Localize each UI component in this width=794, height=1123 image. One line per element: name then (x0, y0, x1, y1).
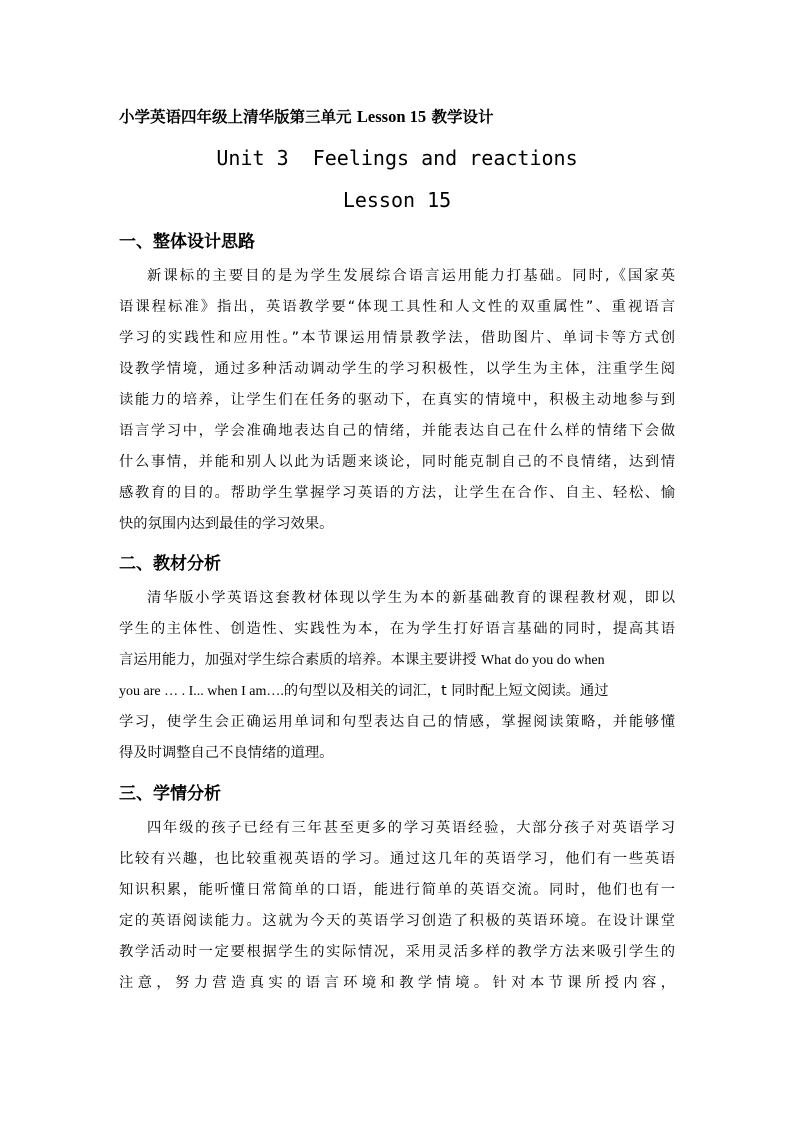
paragraph-line: 感教育的目的。帮助学生掌握学习英语的方法，让学生在合作、自主、轻松、愉 (119, 485, 675, 501)
section-heading-textbook-analysis: 二、教材分析 (119, 554, 221, 574)
paragraph-line: 学习，使学生会正确运用单词和句型表达自己的情感，掌握阅读策略，并能够懂 (119, 714, 675, 730)
paragraph-overall-design (119, 261, 675, 540)
paragraph-line: 什么事情，并能和别人以此为话题来谈论，同时能克制自己的不良情绪，达到情 (119, 454, 675, 470)
paragraph-line: 四年级的孩子已经有三年甚至更多的学习英语经验，大部分孩子对英语学习 (147, 820, 675, 836)
paragraph-line: 教学活动时一定要根据学生的实际情况，采用灵活多样的教学方法来吸引学生的 (119, 944, 675, 960)
sentence-pattern-english: What do you do when (480, 653, 605, 668)
paragraph-line: 语言学习中，学会准确地表达自己的情绪，并能表达自己在什么样的情绪下会做 (119, 423, 675, 439)
paragraph-line: 定的英语阅读能力。这就为今天的英语学习创造了积极的英语环境。在设计课堂 (119, 913, 675, 929)
paragraph-line: 注意，努力营造真实的语言环境和教学情境。针对本节课所授内容， (119, 975, 675, 991)
paragraph-line: 比较有兴趣，也比较重视英语的学习。通过这几年的英语学习，他们有一些英语 (119, 851, 675, 867)
document-subtitle (119, 104, 679, 130)
unit-title: Unit 3 Feelings and reactions (216, 146, 578, 170)
paragraph-line: 设教学情境，通过多种活动调动学生的学习积极性，以学生为主体，注重学生阅 (119, 361, 675, 377)
line-text: 的句型以及相关的词汇，t 同时配上短文阅读。通过 (283, 683, 609, 699)
paragraph-line: 学习的实践性和应用性。”本节课运用情景教学法，借助图片、单词卡等方式创 (119, 330, 675, 346)
line-text: 言运用能力，加强对学生综合素质的培养。本课主要讲授 (119, 652, 477, 668)
paragraph-student-analysis (119, 813, 675, 999)
paragraph-line: 得及时调整自己不良情绪的道理。 (119, 745, 334, 761)
sentence-pattern-english: you are … . I... when I am…. (119, 684, 284, 699)
subtitle-lesson: Lesson 15 (356, 107, 427, 126)
paragraph-line: 清华版小学英语这套教材体现以学生为本的新基础教育的课程教材观，即以 (147, 590, 675, 606)
paragraph-line (119, 645, 675, 676)
section-heading-overall-design: 一、整体设计思路 (119, 232, 255, 252)
paragraph-line: 语课程标准》指出，英语教学要“体现工具性和人文性的双重属性”、重视语言 (119, 299, 675, 315)
paragraph-line (119, 676, 675, 707)
paragraph-textbook-analysis (119, 583, 675, 769)
paragraph-line: 知识积累，能听懂日常简单的口语，能进行简单的英语交流。同时，他们也有一 (119, 882, 675, 898)
paragraph-line: 新课标的主要目的是为学生发展综合语言运用能力打基础。同时,《国家英 (147, 268, 675, 284)
lesson-title: Lesson 15 (342, 188, 452, 212)
paragraph-line: 学生的主体性、创造性、实践性为本，在为学生打好语言基础的同时，提高其语 (119, 621, 675, 637)
subtitle-cn-part2: 教学设计 (426, 108, 494, 126)
paragraph-line: 快的氛围内达到最佳的学习效果。 (119, 516, 334, 532)
subtitle-cn-part1: 小学英语四年级上清华版第三单元 (119, 108, 357, 126)
paragraph-line: 读能力的培养，让学生们在任务的驱动下，在真实的情境中，积极主动地参与到 (119, 392, 675, 408)
section-heading-student-analysis: 三、学情分析 (119, 784, 221, 804)
